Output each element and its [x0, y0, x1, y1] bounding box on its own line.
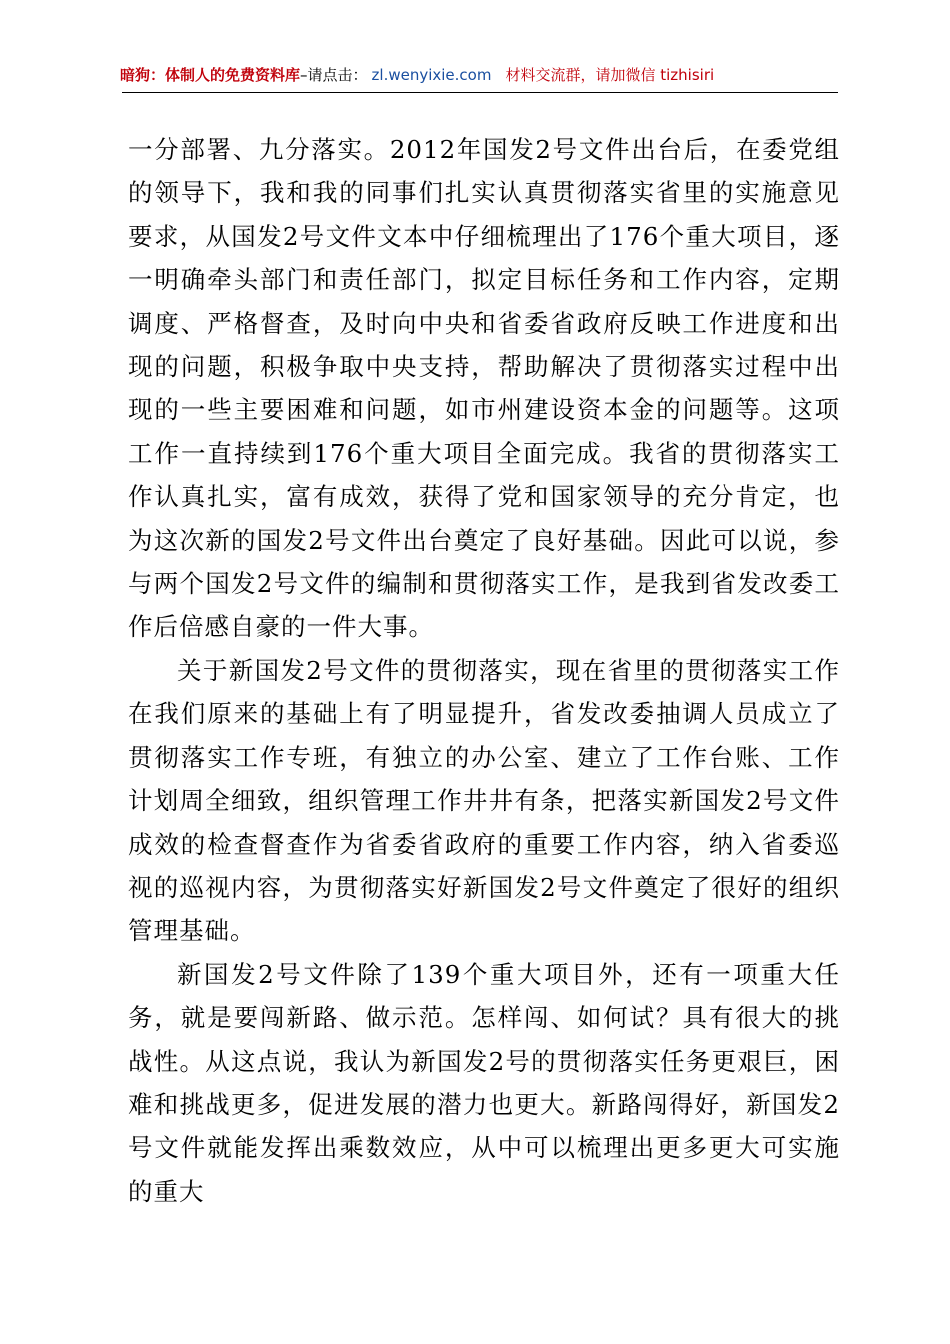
document-body: [128, 128, 840, 1213]
header-divider: [122, 92, 838, 93]
page-header: [120, 62, 836, 88]
paragraph-3: 新国发2号文件除了139个重大项目外，还有一项重大任务，就是要闯新路、做示范。怎样闯、如何试？具有很大的挑战性。从这点说，我认为新国发2号的贯彻落实任务更艰巨，困难和挑战更多，促进发展的潜力也更大。新路闯得好，新国发2号文件就能发挥出乘数效应，从中可以梳理出更多更大可实施的重大: [128, 959, 840, 1206]
header-click-prompt: –请点击：: [300, 66, 368, 84]
paragraph-1: 一分部署、九分落实。2012年国发2号文件出台后，在委党组的领导下，我和我的同事们扎实认真贯彻落实省里的实施意见要求，从国发2号文件文本中仔细梳理出了176个重大项目，逐一明确牵头部门和责任部门，拟定目标任务和工作内容，定期调度、严格督查，及时向中央和省委省政府反映工作进度和出现的问题，积极争取中央支持，帮助解决了贯彻落实过程中出现的一些主要困难和问题，如市州建设资本金的问题等。这项工作一直持续到176个重大项目全面完成。我省的贯彻落实工作认真扎实，富有成效，获得了党和国家领导的充分肯定，也为这次新的国发2号文件出台奠定了良好基础。因此可以说，参与两个国发2号文件的编制和贯彻落实工作，是我到省发改委工作后倍感自豪的一件大事。: [128, 135, 840, 642]
header-brand: 暗狗：体制人的免费资料库: [120, 66, 301, 84]
header-contact: 材料交流群，请加微信 tizhisiri: [505, 66, 715, 84]
paragraph-2: 关于新国发2号文件的贯彻落实，现在省里的贯彻落实工作在我们原来的基础上有了明显提升，省发改委抽调人员成立了贯彻落实工作专班，有独立的办公室、建立了工作台账、工作计划周全细致，组织管理工作井井有条，把落实新国发2号文件成效的检查督查作为省委省政府的重要工作内容，纳入省委巡视的巡视内容，为贯彻落实好新国发2号文件奠定了很好的组织管理基础。: [128, 655, 840, 946]
header-link[interactable]: zl.wenyixie.com: [371, 66, 492, 84]
